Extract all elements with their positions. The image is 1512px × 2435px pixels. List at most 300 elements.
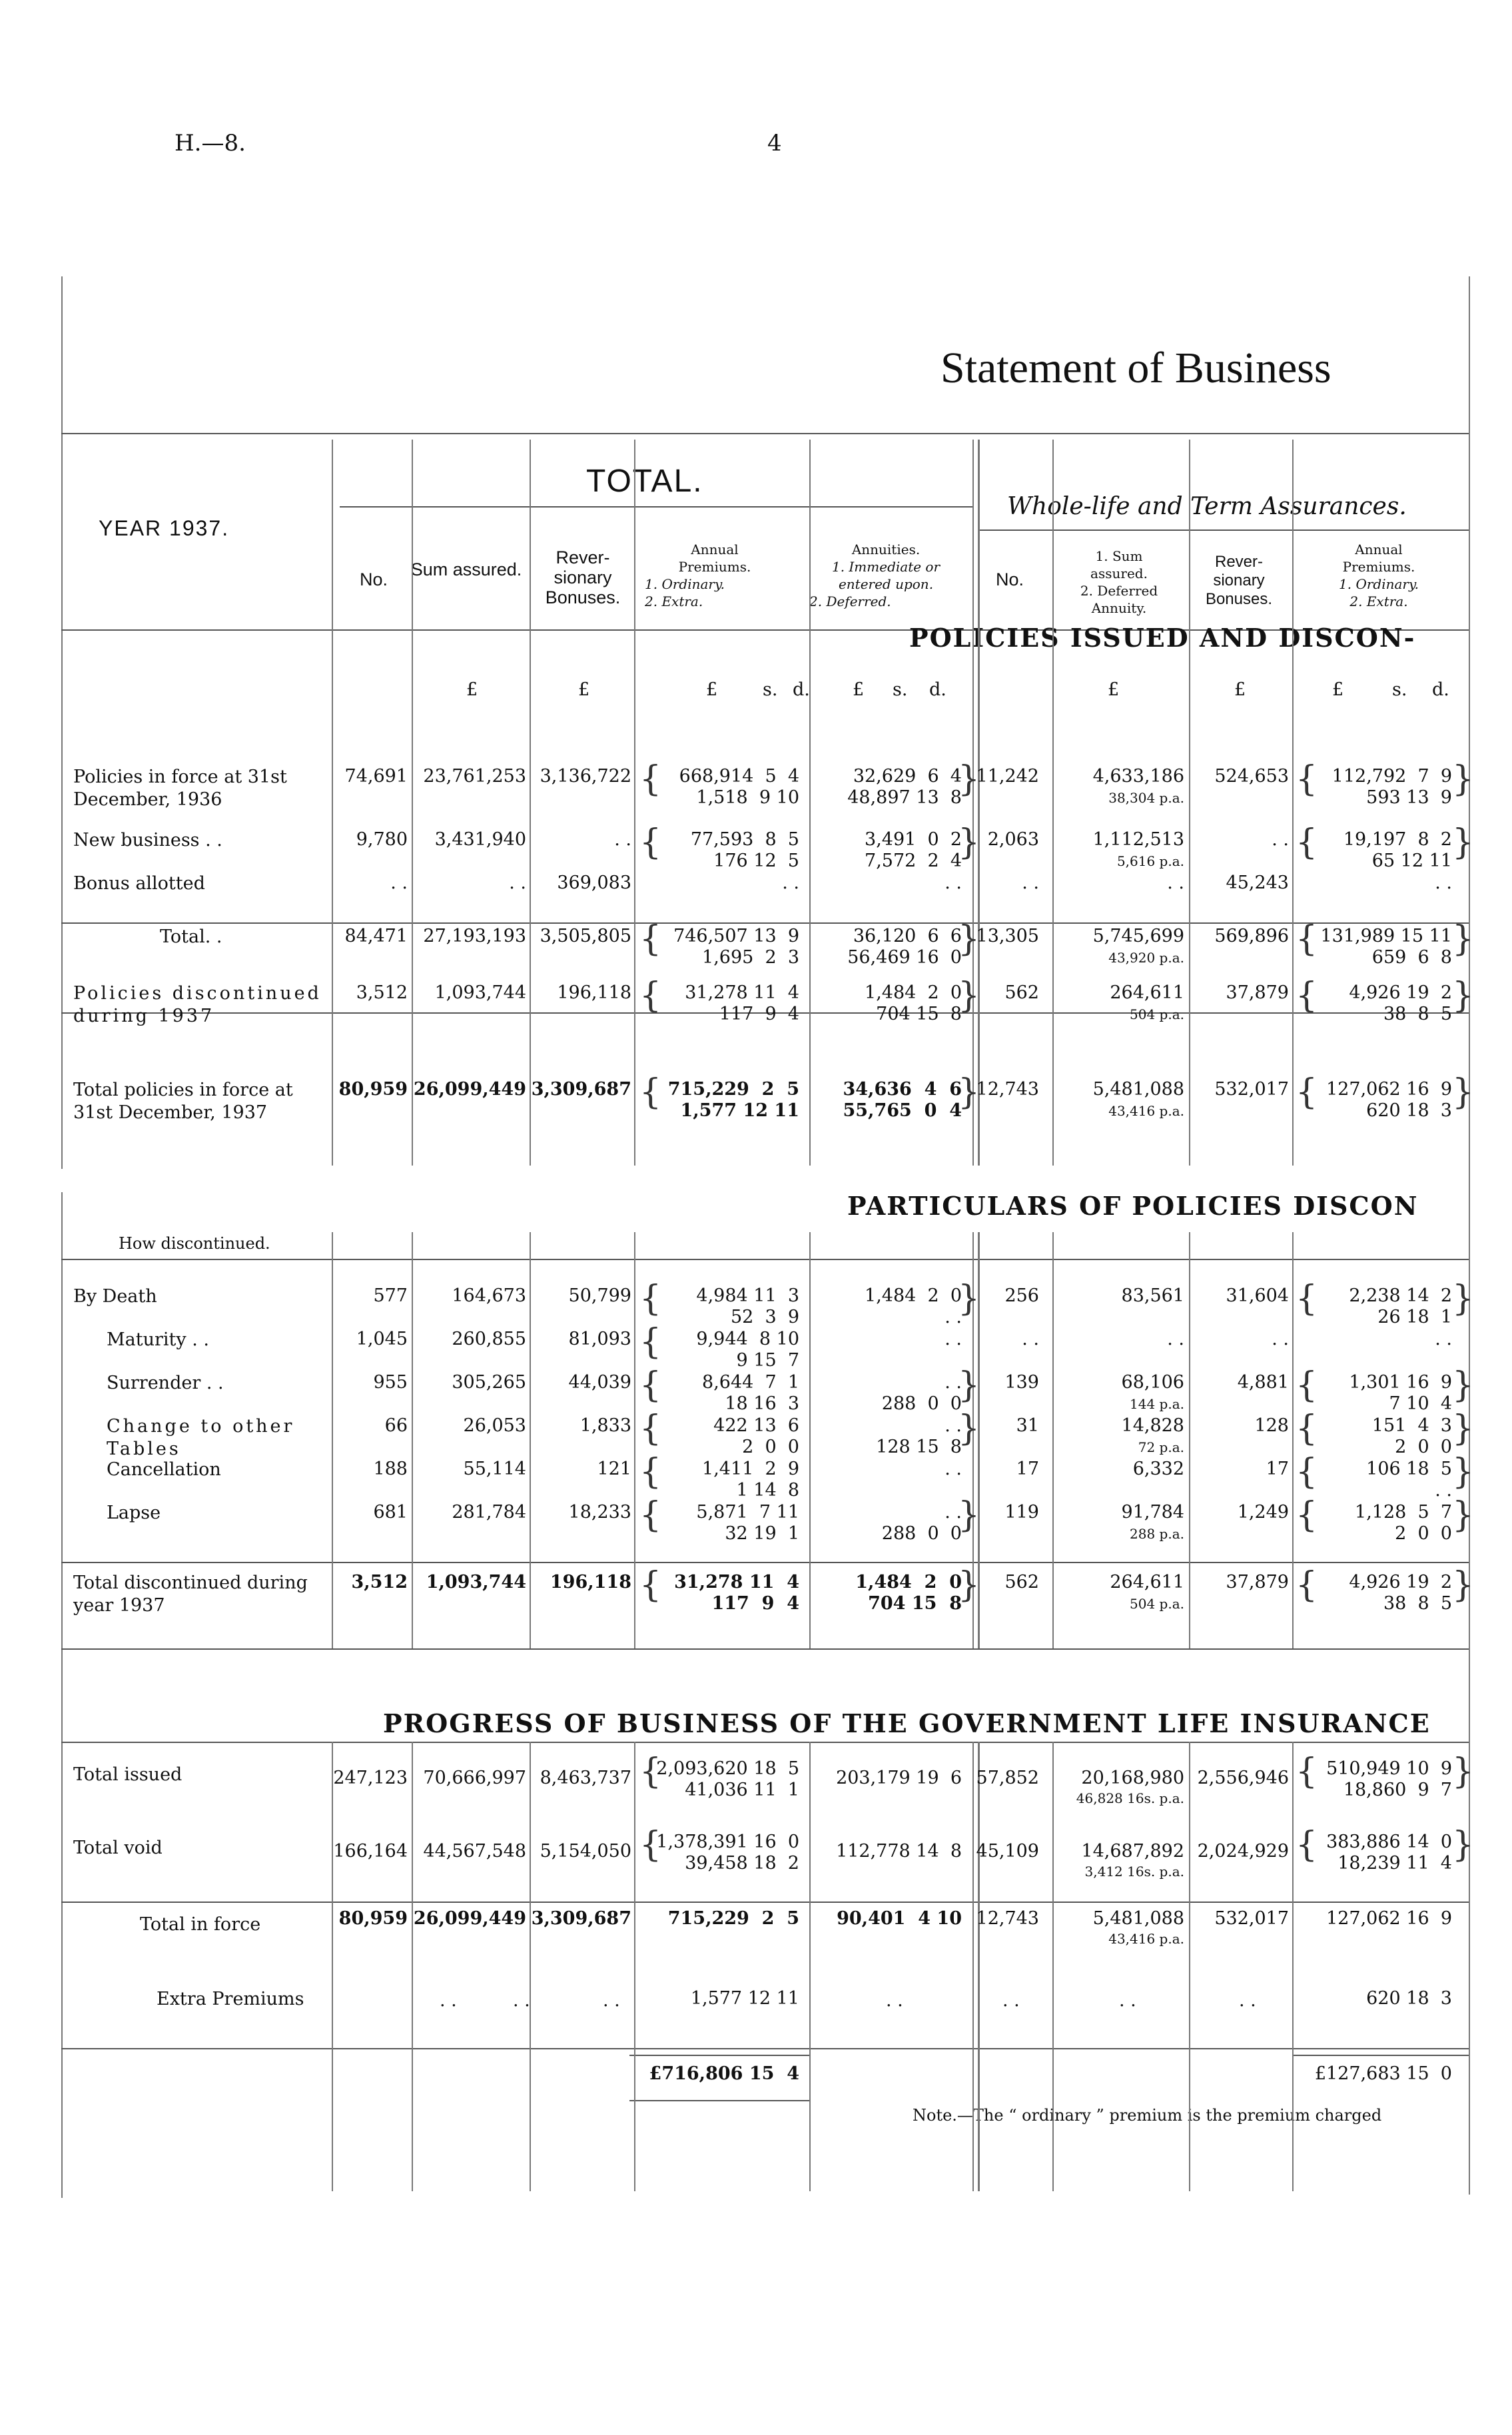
unit-d-wp: d. (1432, 679, 1449, 700)
s1-row-5-no: 80,959 (338, 1079, 408, 1100)
rule-s2-end (61, 1648, 1469, 1650)
s1-row-0-prem2: 1,518 9 10 (696, 787, 799, 808)
s3-row-2-wann: 43,416 p.a. (1108, 1931, 1184, 1947)
column-rule (978, 1742, 980, 2191)
s2-row-3-wsum: 14,828 (1121, 1415, 1184, 1436)
s2-row-1-ann1: . . (945, 1329, 962, 1349)
s1-row-4-rev: 196,118 (557, 982, 631, 1003)
s3-row-1-wno: 45,109 (976, 1841, 1039, 1862)
col-ann-2: 1. Immediate or (831, 559, 941, 575)
column-rule (1189, 440, 1190, 1166)
column-rule (634, 440, 635, 1166)
wl-col-sum-4: Annuity. (1091, 600, 1147, 616)
s2-row-2-wann: 144 p.a. (1130, 1396, 1184, 1412)
s1-row-0-ann1: 32,629 6 4 (853, 766, 962, 787)
year-label: YEAR 1937. (99, 516, 230, 540)
s2-row-5-no: 681 (373, 1502, 408, 1523)
s1-row-2-wrev: 45,243 (1226, 872, 1289, 893)
s3-row-1-wp1: 383,886 14 0 (1326, 1832, 1452, 1852)
unit-s-ann: s. (893, 679, 908, 700)
unit-pound-wsum: £ (1108, 679, 1120, 700)
s2-row-2-label: Surrender . . (107, 1373, 224, 1393)
s1-row-1-no: 9,780 (356, 829, 408, 850)
wl-col-prem-3: 1. Ordinary. (1339, 576, 1419, 592)
wl-label: Whole-life and Term Assurances. (1007, 493, 1407, 520)
s2-row-2-sum: 305,265 (452, 1372, 526, 1393)
column-rule (809, 1742, 811, 2191)
s1-row-2-rev: 369,083 (557, 872, 631, 893)
unit-pound-ann: £ (853, 679, 865, 700)
frame-left-bottom (61, 1192, 63, 2198)
wl-col-no: No. (996, 569, 1024, 589)
s1-row-1-wp2: 65 12 11 (1371, 851, 1452, 871)
s1-row-2-prem1: . . (782, 872, 799, 893)
s2-row-0-ann1: 1,484 2 0 (865, 1285, 962, 1306)
col-no: No. (360, 569, 388, 589)
s1-row-4-wp-brace-close: } (1452, 976, 1475, 1016)
grand-wp: £127,683 15 0 (1314, 2063, 1452, 2084)
s1-row-5-wp-brace: { (1296, 1072, 1318, 1112)
s1-row-2-ann1: . . (945, 872, 962, 893)
frame-right (1469, 276, 1470, 2195)
s2-row-2-wp-brace: { (1296, 1365, 1318, 1405)
s2-row-3-ann-brace: } (958, 1409, 980, 1449)
s3-row-2-rev: 3,309,687 (531, 1908, 631, 1929)
s2-row-2-wrev: 4,881 (1237, 1372, 1289, 1393)
s2-row-0-no: 577 (373, 1285, 408, 1306)
s2-total-prem2: 117 9 4 (711, 1593, 799, 1614)
column-rule (972, 440, 974, 1166)
unit-pound-sum: £ (466, 679, 478, 700)
s2-row-5-wp-brace-close: } (1452, 1495, 1475, 1535)
s2-total-wp-brace-close: } (1452, 1565, 1475, 1605)
s1-row-1-prem-brace: { (639, 823, 662, 863)
s1-row-1-ann-brace: } (958, 823, 980, 863)
s1-row-0-wrev: 524,653 (1214, 766, 1289, 787)
s1-row-0-label: Policies in force at 31st December, 1936 (73, 767, 287, 810)
s2-row-5-prem1: 5,871 7 11 (696, 1502, 799, 1523)
s2-row-3-wno: 31 (1016, 1415, 1039, 1436)
s1-row-5-wrev: 532,017 (1214, 1079, 1289, 1100)
s1-row-5-prem1: 715,229 2 5 (667, 1079, 799, 1100)
footnote: Note.—The “ ordinary ” premium is the premium charged (913, 2106, 1382, 2125)
col-ann (803, 541, 969, 610)
col-prem-1: Annual (691, 541, 739, 557)
s1-row-5-wp1: 127,062 16 9 (1326, 1079, 1452, 1100)
s1-row-1-ann1: 3,491 0 2 (865, 829, 962, 850)
s2-row-0-prem2: 52 3 9 (730, 1307, 799, 1327)
page-number: 4 (767, 130, 782, 157)
col-prem (638, 541, 791, 610)
s3-row-2-wrev: 532,017 (1214, 1908, 1289, 1929)
s1-row-5-ann-brace: } (958, 1072, 980, 1112)
s2-row-0-ann-brace: } (958, 1279, 980, 1319)
col-rev: Rever-sionary Bonuses. (545, 547, 621, 607)
extra-dots-3: . . (603, 1990, 620, 2011)
s2-row-3-wp2: 2 0 0 (1395, 1437, 1452, 1457)
extra-dots-7: . . (1239, 1990, 1256, 2011)
s1-row-2-label: Bonus allotted (73, 873, 205, 894)
s1-row-5-wno: 12,743 (976, 1079, 1039, 1100)
s2-row-0-rev: 50,799 (568, 1285, 631, 1306)
s2-row-1-wrev: . . (1272, 1329, 1289, 1349)
s1-row-0-rev: 3,136,722 (540, 766, 631, 787)
s2-row-1-wsum: . . (1167, 1329, 1184, 1349)
s2-row-0-wsum: 83,561 (1121, 1285, 1184, 1306)
s2-row-5-wp2: 2 0 0 (1395, 1523, 1452, 1544)
s2-row-4-rev: 121 (597, 1459, 631, 1479)
wl-col-sum-2: assured. (1090, 565, 1148, 581)
s2-row-3-prem2: 2 0 0 (742, 1437, 799, 1457)
s1-row-3-prem-brace: { (639, 919, 662, 959)
s1-row-0-wann: 38,304 p.a. (1108, 790, 1184, 806)
col-prem-3: 1. Ordinary. (645, 576, 725, 592)
s2-row-1-prem1: 9,944 8 10 (696, 1329, 799, 1349)
s2-row-2-wp2: 7 10 4 (1389, 1393, 1452, 1414)
s1-row-3-wp1: 131,989 15 11 (1320, 926, 1452, 946)
s2-total-wno: 562 (1004, 1572, 1039, 1592)
s1-row-4-wsum: 264,611 (1110, 982, 1184, 1003)
s2-row-5-sum: 281,784 (452, 1502, 526, 1523)
s2-total-wp1: 4,926 19 2 (1349, 1572, 1452, 1592)
s2-row-2-rev: 44,039 (568, 1372, 631, 1393)
s2-row-4-no: 188 (373, 1459, 408, 1479)
s1-row-5-label: Total policies in force at 31st December, 1937 (73, 1080, 293, 1123)
s2-total-wann: 504 p.a. (1130, 1596, 1184, 1612)
s2-row-2-ann1: . . (945, 1372, 962, 1393)
s2-row-0-prem-brace: { (639, 1279, 662, 1319)
unit-s-wp: s. (1392, 679, 1407, 700)
s1-row-1-ann2: 7,572 2 4 (865, 851, 962, 871)
s1-row-3-prem1: 746,507 13 9 (673, 926, 799, 946)
s1-row-3-ann1: 36,120 6 6 (853, 926, 962, 946)
s2-row-0-sum: 164,673 (452, 1285, 526, 1306)
s2-row-4-prem1: 1,411 2 9 (702, 1459, 799, 1479)
s1-row-4-wp2: 38 8 5 (1383, 1004, 1452, 1024)
s1-row-1-prem2: 176 12 5 (713, 851, 799, 871)
column-rule (412, 440, 413, 1166)
rule-title (61, 433, 1469, 434)
s1-row-3-sum: 27,193,193 (423, 926, 526, 946)
extra-dots-1: . . (440, 1990, 457, 2011)
s2-row-3-ann2: 128 15 8 (876, 1437, 962, 1457)
s2-row-5-prem-brace: { (639, 1495, 662, 1535)
s2-row-0-wrev: 31,604 (1226, 1285, 1289, 1306)
s2-total-rev: 196,118 (550, 1572, 631, 1592)
rule-s3-header (61, 1742, 1469, 1743)
s3-row-0-label: Total issued (73, 1764, 183, 1785)
s1-row-3-wp-brace: { (1296, 919, 1318, 959)
s3-row-0-ann: 203,179 19 6 (836, 1768, 962, 1788)
s1-row-4-wrev: 37,879 (1226, 982, 1289, 1003)
s1-row-4-prem2: 117 9 4 (719, 1004, 799, 1024)
s1-row-0-prem1: 668,914 5 4 (679, 766, 799, 787)
s1-row-0-wp-brace-close: } (1452, 759, 1475, 799)
column-rule (809, 440, 811, 1166)
wl-col-prem (1302, 541, 1455, 610)
s2-row-0-wno: 256 (1004, 1285, 1039, 1306)
rule-grand-prem-bottom (629, 2100, 809, 2101)
column-rule (634, 1232, 635, 1648)
s3-row-2-ann: 90,401 4 10 (837, 1908, 962, 1929)
s3-row-2-no: 80,959 (338, 1908, 408, 1929)
s1-row-3-wno: 13,305 (976, 926, 1039, 946)
col-prem-2: Premiums. (678, 559, 751, 575)
col-sum: Sum assured. (410, 559, 522, 579)
unit-d-prem: d. (793, 679, 810, 700)
s1-row-5-wp-brace-close: } (1452, 1072, 1475, 1112)
s2-total-label: Total discontinued during year 1937 (73, 1572, 308, 1616)
s3-row-1-prem1: 1,378,391 16 0 (656, 1832, 799, 1852)
s2-total-prem1: 31,278 11 4 (674, 1572, 799, 1592)
col-ann-1: Annuities. (851, 541, 921, 557)
s2-row-4-wno: 17 (1016, 1459, 1039, 1479)
s2-total-sum: 1,093,744 (426, 1572, 526, 1592)
s2-row-5-wp-brace: { (1296, 1495, 1318, 1535)
s2-row-3-wrev: 128 (1254, 1415, 1289, 1436)
s2-row-5-wp1: 1,128 5 7 (1355, 1502, 1452, 1523)
s2-row-2-no: 955 (373, 1372, 408, 1393)
s3-row-2-label: Total in force (140, 1914, 261, 1935)
s1-row-1-prem1: 77,593 8 5 (690, 829, 799, 850)
column-rule (634, 1742, 635, 2191)
s1-row-4-ann1: 1,484 2 0 (865, 982, 962, 1003)
wl-col-rev: Rever-sionary Bonuses. (1205, 553, 1273, 608)
s1-row-1-wann: 5,616 p.a. (1116, 853, 1184, 869)
s3-row-0-prem1: 2,093,620 18 5 (656, 1758, 799, 1779)
s2-row-3-label: Change to other Tables (107, 1416, 295, 1459)
s2-total-ann1: 1,484 2 0 (855, 1572, 962, 1592)
s3-row-1-wann: 3,412 16s. p.a. (1084, 1864, 1184, 1880)
s1-row-5-prem2: 1,577 12 11 (680, 1100, 799, 1121)
s1-row-4-prem-brace: { (639, 976, 662, 1016)
s2-row-1-sum: 260,855 (452, 1329, 526, 1349)
s1-row-5-ann2: 55,765 0 4 (843, 1100, 962, 1121)
s1-row-3-wrev: 569,896 (1214, 926, 1289, 946)
s2-row-5-label: Lapse (107, 1503, 161, 1523)
s2-row-4-ann1: . . (945, 1459, 962, 1479)
s2-row-3-rev: 1,833 (579, 1415, 631, 1436)
s1-row-1-wp-brace: { (1296, 823, 1318, 863)
s3-row-1-wp-brace-close: } (1452, 1825, 1475, 1865)
s2-row-1-rev: 81,093 (568, 1329, 631, 1349)
s2-row-4-prem2: 1 14 8 (736, 1480, 799, 1501)
column-rule (412, 1742, 413, 2191)
s3-row-1-no: 166,164 (333, 1841, 408, 1862)
section2-title: PARTICULARS OF POLICIES DISCON (847, 1191, 1419, 1221)
s2-row-5-wann: 288 p.a. (1130, 1526, 1184, 1542)
s1-row-4-no: 3,512 (356, 982, 408, 1003)
s3-row-0-wp-brace: { (1296, 1752, 1318, 1792)
column-rule (972, 1742, 974, 2191)
rule-s1-total (61, 922, 1469, 924)
s1-row-0-ann-brace: } (958, 759, 980, 799)
s3-row-2-wp1: 127,062 16 9 (1326, 1908, 1452, 1929)
s2-row-0-label: By Death (73, 1286, 157, 1307)
s1-row-1-rev: . . (614, 829, 631, 850)
s3-row-0-wsum: 20,168,980 (1081, 1768, 1184, 1788)
s1-row-4-sum: 1,093,744 (434, 982, 526, 1003)
s3-row-0-wrev: 2,556,946 (1197, 1768, 1289, 1788)
s2-row-2-wsum: 68,106 (1121, 1372, 1184, 1393)
s1-row-4-wp1: 4,926 19 2 (1349, 982, 1452, 1003)
s2-row-3-wann: 72 p.a. (1138, 1439, 1184, 1455)
s2-row-1-label: Maturity . . (107, 1329, 209, 1350)
extra-dots-5: . . (1002, 1990, 1020, 2011)
s2-row-0-prem1: 4,984 11 3 (696, 1285, 799, 1306)
s1-row-4-prem1: 31,278 11 4 (685, 982, 799, 1003)
s1-row-1-wsum: 1,112,513 (1092, 829, 1184, 850)
s1-row-5-rev: 3,309,687 (531, 1079, 631, 1100)
s2-row-1-no: 1,045 (356, 1329, 408, 1349)
s2-row-5-rev: 18,233 (568, 1502, 631, 1523)
s2-row-0-wp-brace: { (1296, 1279, 1318, 1319)
s1-row-3-rev: 3,505,805 (540, 926, 631, 946)
s1-row-5-wp2: 620 18 3 (1366, 1100, 1452, 1121)
s2-total-ann2: 704 15 8 (868, 1593, 962, 1614)
column-rule (1189, 1742, 1190, 2191)
s1-row-5-sum: 26,099,449 (413, 1079, 526, 1100)
wl-col-prem-4: 2. Extra. (1349, 593, 1408, 609)
s1-row-0-wno: 11,242 (976, 766, 1039, 787)
s2-row-5-ann1: . . (945, 1502, 962, 1523)
s1-row-0-wp1: 112,792 7 9 (1331, 766, 1452, 787)
s1-row-1-label: New business . . (73, 830, 222, 851)
s1-row-3-wp-brace-close: } (1452, 919, 1475, 959)
s2-total-wsum: 264,611 (1110, 1572, 1184, 1592)
grand-prem: £716,806 15 4 (649, 2063, 799, 2084)
wl-col-sum (1062, 547, 1176, 617)
s1-row-0-wp-brace: { (1296, 759, 1318, 799)
s3-row-1-label: Total void (73, 1838, 163, 1858)
column-rule (1292, 1742, 1294, 2191)
s1-row-2-sum: . . (509, 872, 526, 893)
s1-row-4-wno: 562 (1004, 982, 1039, 1003)
s2-row-0-wp1: 2,238 14 2 (1349, 1285, 1452, 1306)
s1-row-1-wno: 2,063 (987, 829, 1039, 850)
s1-row-0-no: 74,691 (344, 766, 408, 787)
s1-row-3-ann2: 56,469 16 0 (847, 947, 962, 968)
s2-row-3-wp-brace: { (1296, 1409, 1318, 1449)
unit-d-ann: d. (929, 679, 946, 700)
column-rule (332, 440, 333, 1166)
s2-row-3-ann1: . . (945, 1415, 962, 1436)
s2-row-4-wsum: 6,332 (1132, 1459, 1184, 1479)
s2-row-1-wno: . . (1022, 1329, 1039, 1349)
rule-wl (978, 529, 1469, 531)
s1-row-0-wp2: 593 13 9 (1366, 787, 1452, 808)
s2-row-2-wno: 139 (1004, 1372, 1039, 1393)
s3-row-0-rev: 8,463,737 (540, 1768, 631, 1788)
s2-header: How discontinued. (119, 1234, 270, 1253)
wl-col-sum-1: 1. Sum (1095, 548, 1143, 564)
s3-row-1-wp2: 18,239 11 4 (1337, 1853, 1452, 1874)
s2-total-no: 3,512 (351, 1572, 408, 1592)
unit-pound-wrev: £ (1234, 679, 1246, 700)
s2-row-3-no: 66 (384, 1415, 408, 1436)
s3-row-1-wsum: 14,687,892 (1081, 1841, 1184, 1862)
s2-row-0-wp-brace-close: } (1452, 1279, 1475, 1319)
s2-row-0-ann2: . . (945, 1307, 962, 1327)
s2-row-3-sum: 26,053 (463, 1415, 526, 1436)
s1-row-1-wp1: 19,197 8 2 (1343, 829, 1452, 850)
s1-row-3-prem2: 1,695 2 3 (702, 947, 799, 968)
s1-row-2-wno: . . (1022, 872, 1039, 893)
s2-row-4-label: Cancellation (107, 1459, 221, 1480)
s2-row-2-wp1: 1,301 16 9 (1349, 1372, 1452, 1393)
s1-row-4-label: Policies discontinued during 1937 (73, 983, 322, 1026)
s1-row-2-no: . . (390, 872, 408, 893)
s1-row-4-wp-brace: { (1296, 976, 1318, 1016)
unit-pound-wp: £ (1332, 679, 1344, 700)
s2-row-5-ann2: 288 0 0 (881, 1523, 962, 1544)
s3-row-0-wp1: 510,949 10 9 (1326, 1758, 1452, 1779)
frame-left-top (61, 276, 63, 1169)
s2-total-ann-brace: } (958, 1565, 980, 1605)
s2-total-prem-brace: { (639, 1565, 662, 1605)
s1-row-3-no: 84,471 (344, 926, 408, 946)
s3-row-0-wann: 46,828 16s. p.a. (1076, 1790, 1184, 1806)
total-label: TOTAL. (586, 464, 703, 499)
s2-row-4-wrev: 17 (1266, 1459, 1289, 1479)
s1-row-4-wann: 504 p.a. (1130, 1006, 1184, 1022)
unit-s-prem: s. (763, 679, 778, 700)
s3-row-1-ann: 112,778 14 8 (836, 1841, 962, 1862)
s1-row-2-wp1: . . (1435, 872, 1452, 893)
s2-row-3-prem-brace: { (639, 1409, 662, 1449)
wl-col-sum-3: 2. Deferred (1080, 583, 1158, 599)
extra-dots-6: . . (1119, 1990, 1136, 2011)
s2-row-0-wp2: 26 18 1 (1377, 1307, 1452, 1327)
s2-row-5-wsum: 91,784 (1121, 1502, 1184, 1523)
column-rule (530, 1742, 531, 2191)
rule-total (340, 506, 972, 508)
s2-row-1-prem-brace: { (639, 1322, 662, 1362)
s1-row-1-wp-brace-close: } (1452, 823, 1475, 863)
s3-row-0-wp2: 18,860 9 7 (1343, 1780, 1452, 1800)
s2-row-5-ann-brace: } (958, 1495, 980, 1535)
column-rule (332, 1742, 333, 2191)
s1-row-3-wann: 43,920 p.a. (1108, 950, 1184, 966)
unit-pound-prem: £ (706, 679, 718, 700)
s3-row-0-wno: 57,852 (976, 1768, 1039, 1788)
s1-row-0-prem-brace: { (639, 759, 662, 799)
s1-row-4-ann2: 704 15 8 (876, 1004, 962, 1024)
column-rule (530, 440, 531, 1166)
s2-total-wrev: 37,879 (1226, 1572, 1289, 1592)
s1-row-3-wp2: 659 6 8 (1371, 947, 1452, 968)
s2-total-wp-brace: { (1296, 1565, 1318, 1605)
rule-s3-total (61, 1902, 1469, 1903)
s3-row-0-no: 247,123 (333, 1768, 408, 1788)
s3-row-2-wno: 12,743 (976, 1908, 1039, 1929)
s2-row-4-wp-brace: { (1296, 1452, 1318, 1492)
s1-row-0-wsum: 4,633,186 (1092, 766, 1184, 787)
extra-dots-2: . . (513, 1990, 530, 2011)
s1-row-4-ann-brace: } (958, 976, 980, 1016)
column-rule (1052, 1742, 1054, 2191)
column-rule (809, 1232, 811, 1648)
rule-grand-wp (1292, 2055, 1469, 2056)
rule-grand-prem (629, 2055, 809, 2056)
s3-row-0-prem-brace: { (639, 1752, 662, 1792)
s2-row-5-prem2: 32 19 1 (725, 1523, 799, 1544)
s1-row-3-label: Total. . (160, 926, 222, 947)
s2-row-4-wp-brace-close: } (1452, 1452, 1475, 1492)
s2-total-wp2: 38 8 5 (1383, 1593, 1452, 1614)
s1-row-2-wsum: . . (1167, 872, 1184, 893)
s1-row-3-wsum: 5,745,699 (1092, 926, 1184, 946)
